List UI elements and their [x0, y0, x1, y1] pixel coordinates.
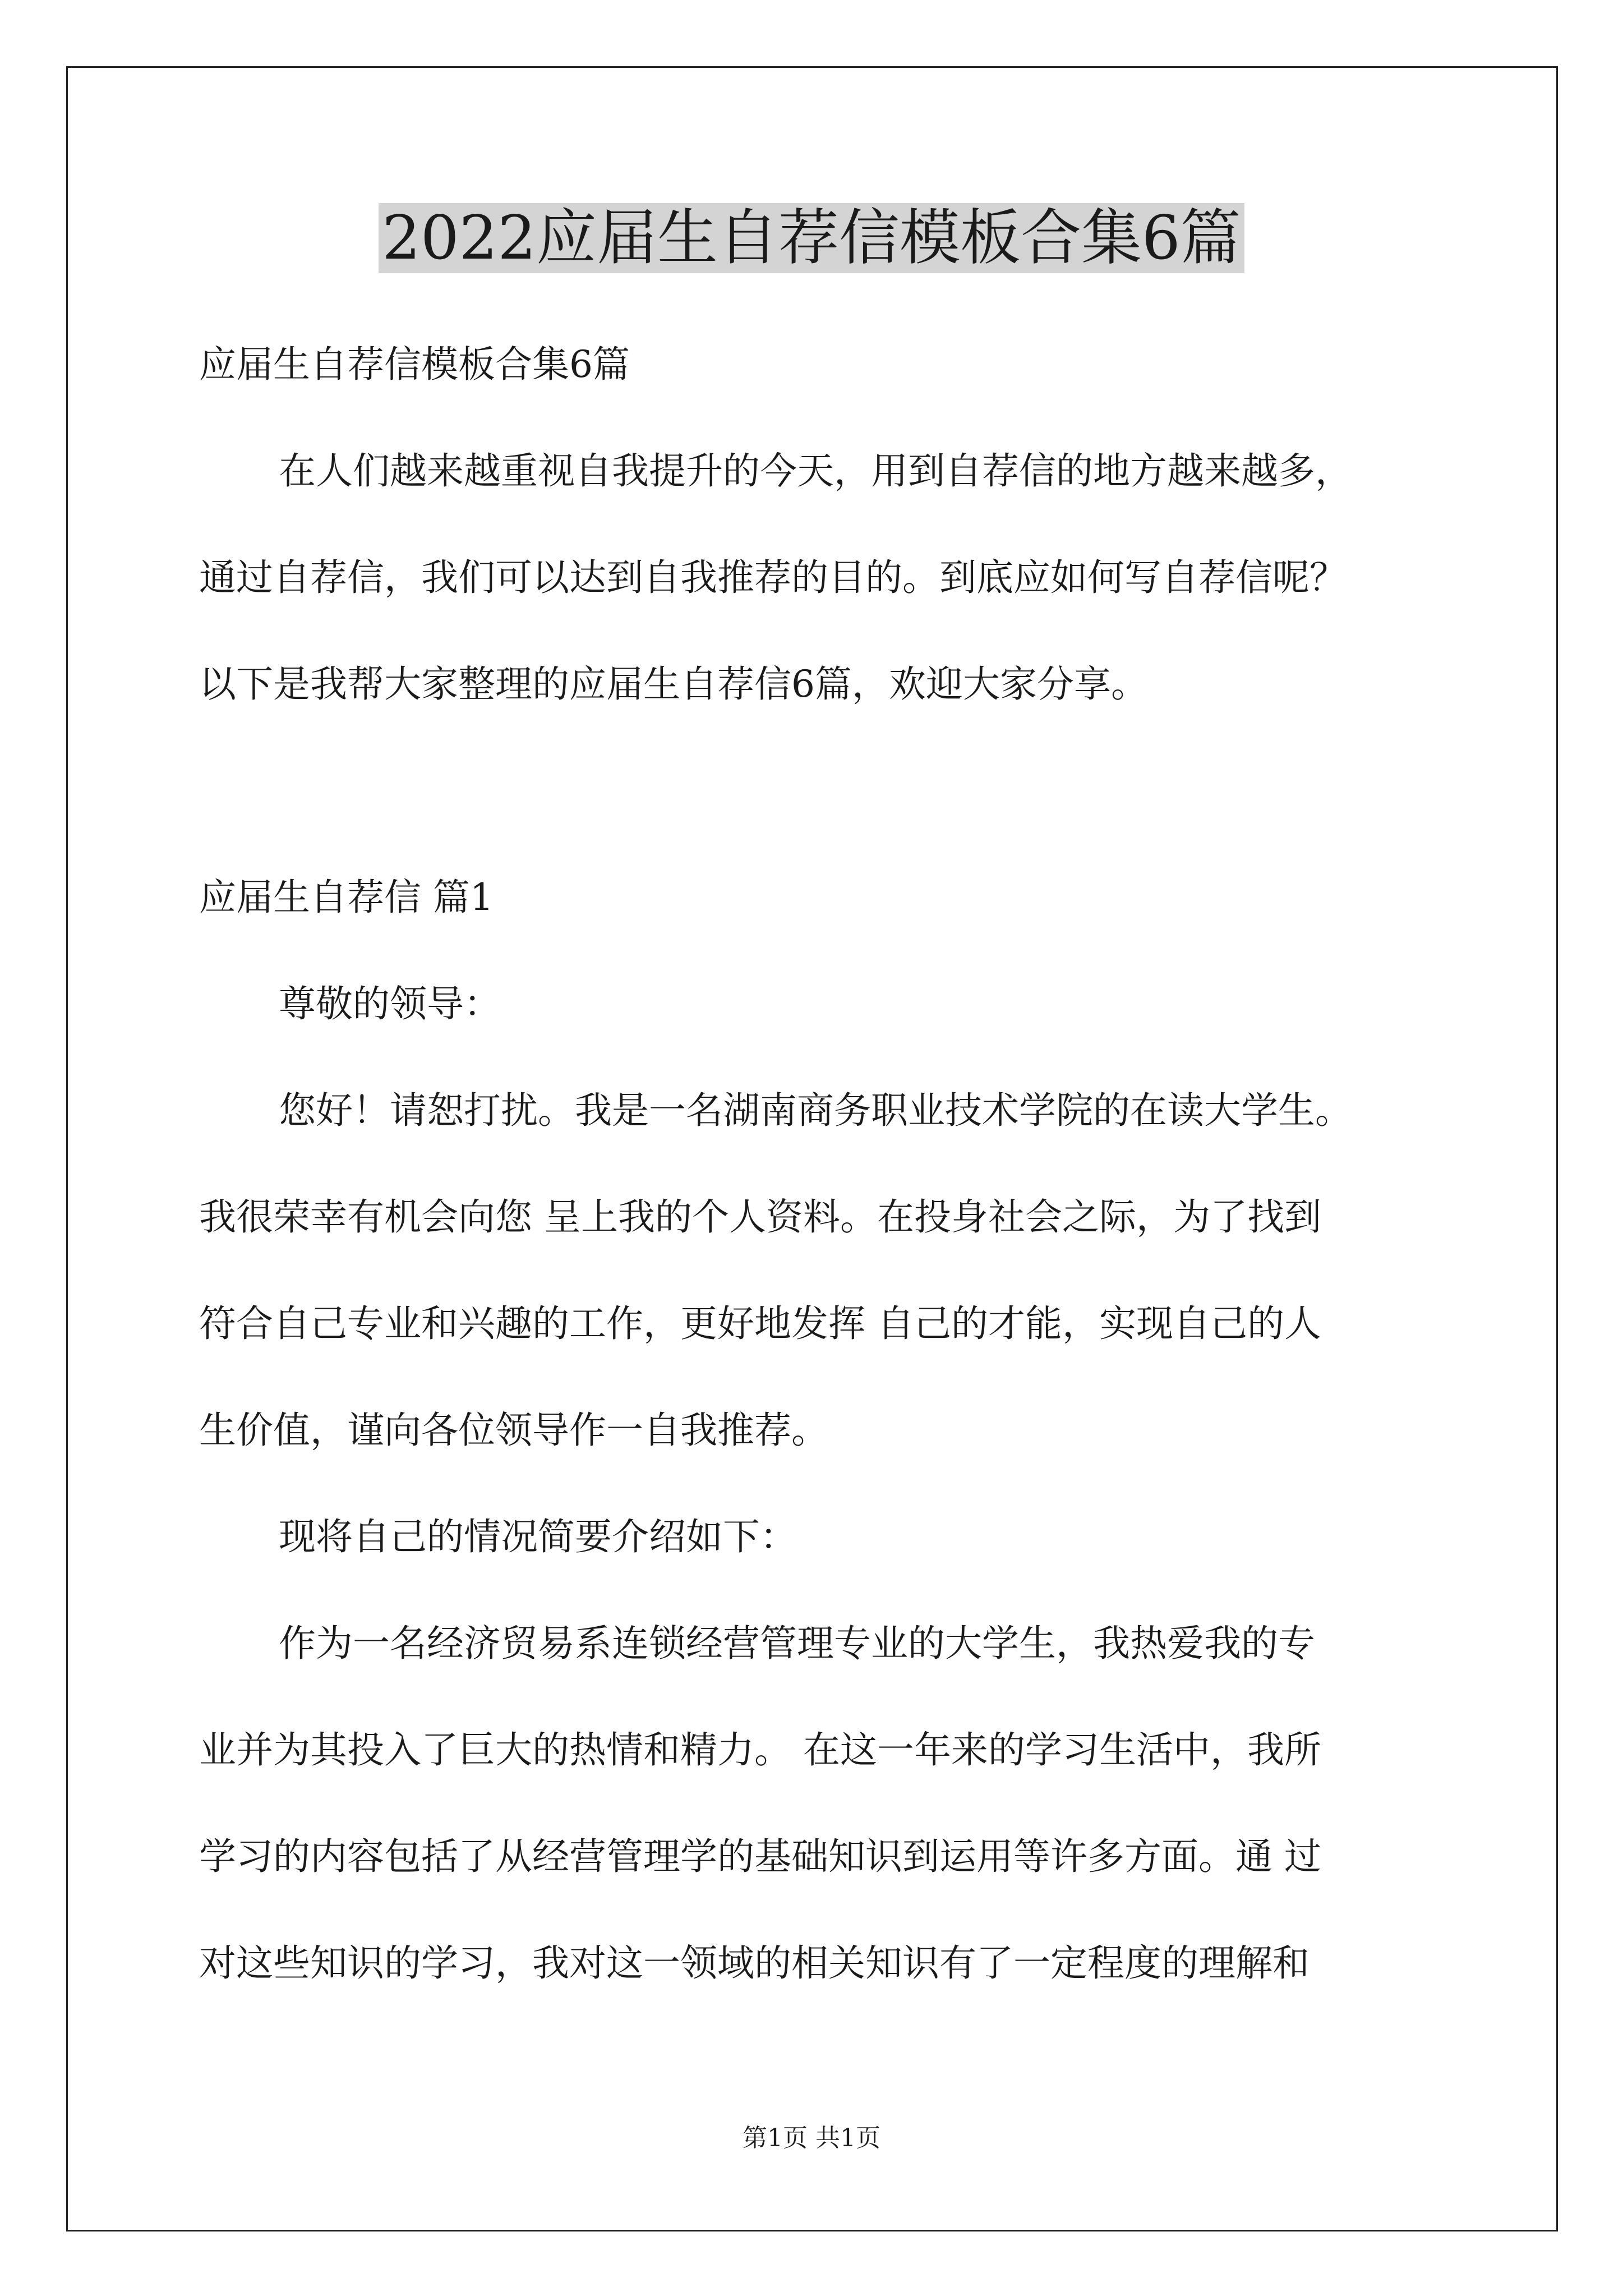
page-footer: [0, 2122, 1623, 2155]
paragraph-line: 您好！请恕打扰。我是一名湖南商务职业技术学院的在读大学生。: [279, 1089, 1352, 1132]
paragraph-line: 对这些知识的学习，我对这一领域的相关知识有了一定程度的理解和: [199, 1941, 1310, 1985]
document-title: [0, 196, 1623, 280]
document-body: [199, 311, 1450, 2017]
paragraph-line: 符合自己专业和兴趣的工作，更好地发挥 自己的才能，实现自己的人: [199, 1302, 1321, 1345]
intro-line: 通过自荐信，我们可以达到自我推荐的目的。到底应如何写自荐信呢？: [199, 556, 1347, 599]
intro-line: 在人们越来越重视自我提升的今天，用到自荐信的地方越来越多，: [279, 449, 1352, 493]
paragraph-line: 业并为其投入了巨大的热情和精力。 在这一年来的学习生活中，我所: [199, 1728, 1321, 1772]
paragraph-line: 作为一名经济贸易系连锁经营管理专业的大学生，我热爱我的专: [279, 1622, 1315, 1665]
spacer: [199, 738, 1450, 844]
page-number: 第1页 共1页: [743, 2124, 880, 2152]
intro-line: 以下是我帮大家整理的应届生自荐信6篇，欢迎大家分享。: [199, 662, 1148, 706]
paragraph-line: 我很荣幸有机会向您 呈上我的个人资料。在投身社会之际，为了找到: [199, 1195, 1321, 1239]
document-title-text: 2022应届生自荐信模板合集6篇: [379, 203, 1244, 273]
paragraph-line: 学习的内容包括了从经营管理学的基础知识到运用等许多方面。通 过: [199, 1835, 1321, 1878]
document-subtitle: 应届生自荐信模板合集6篇: [199, 343, 630, 386]
section-heading: 应届生自荐信 篇1: [199, 876, 494, 919]
paragraph-line: 现将自己的情况简要介绍如下：: [279, 1515, 797, 1558]
salutation: 尊敬的领导：: [279, 982, 501, 1025]
paragraph-line: 生价值，谨向各位领导作一自我推荐。: [199, 1409, 828, 1452]
